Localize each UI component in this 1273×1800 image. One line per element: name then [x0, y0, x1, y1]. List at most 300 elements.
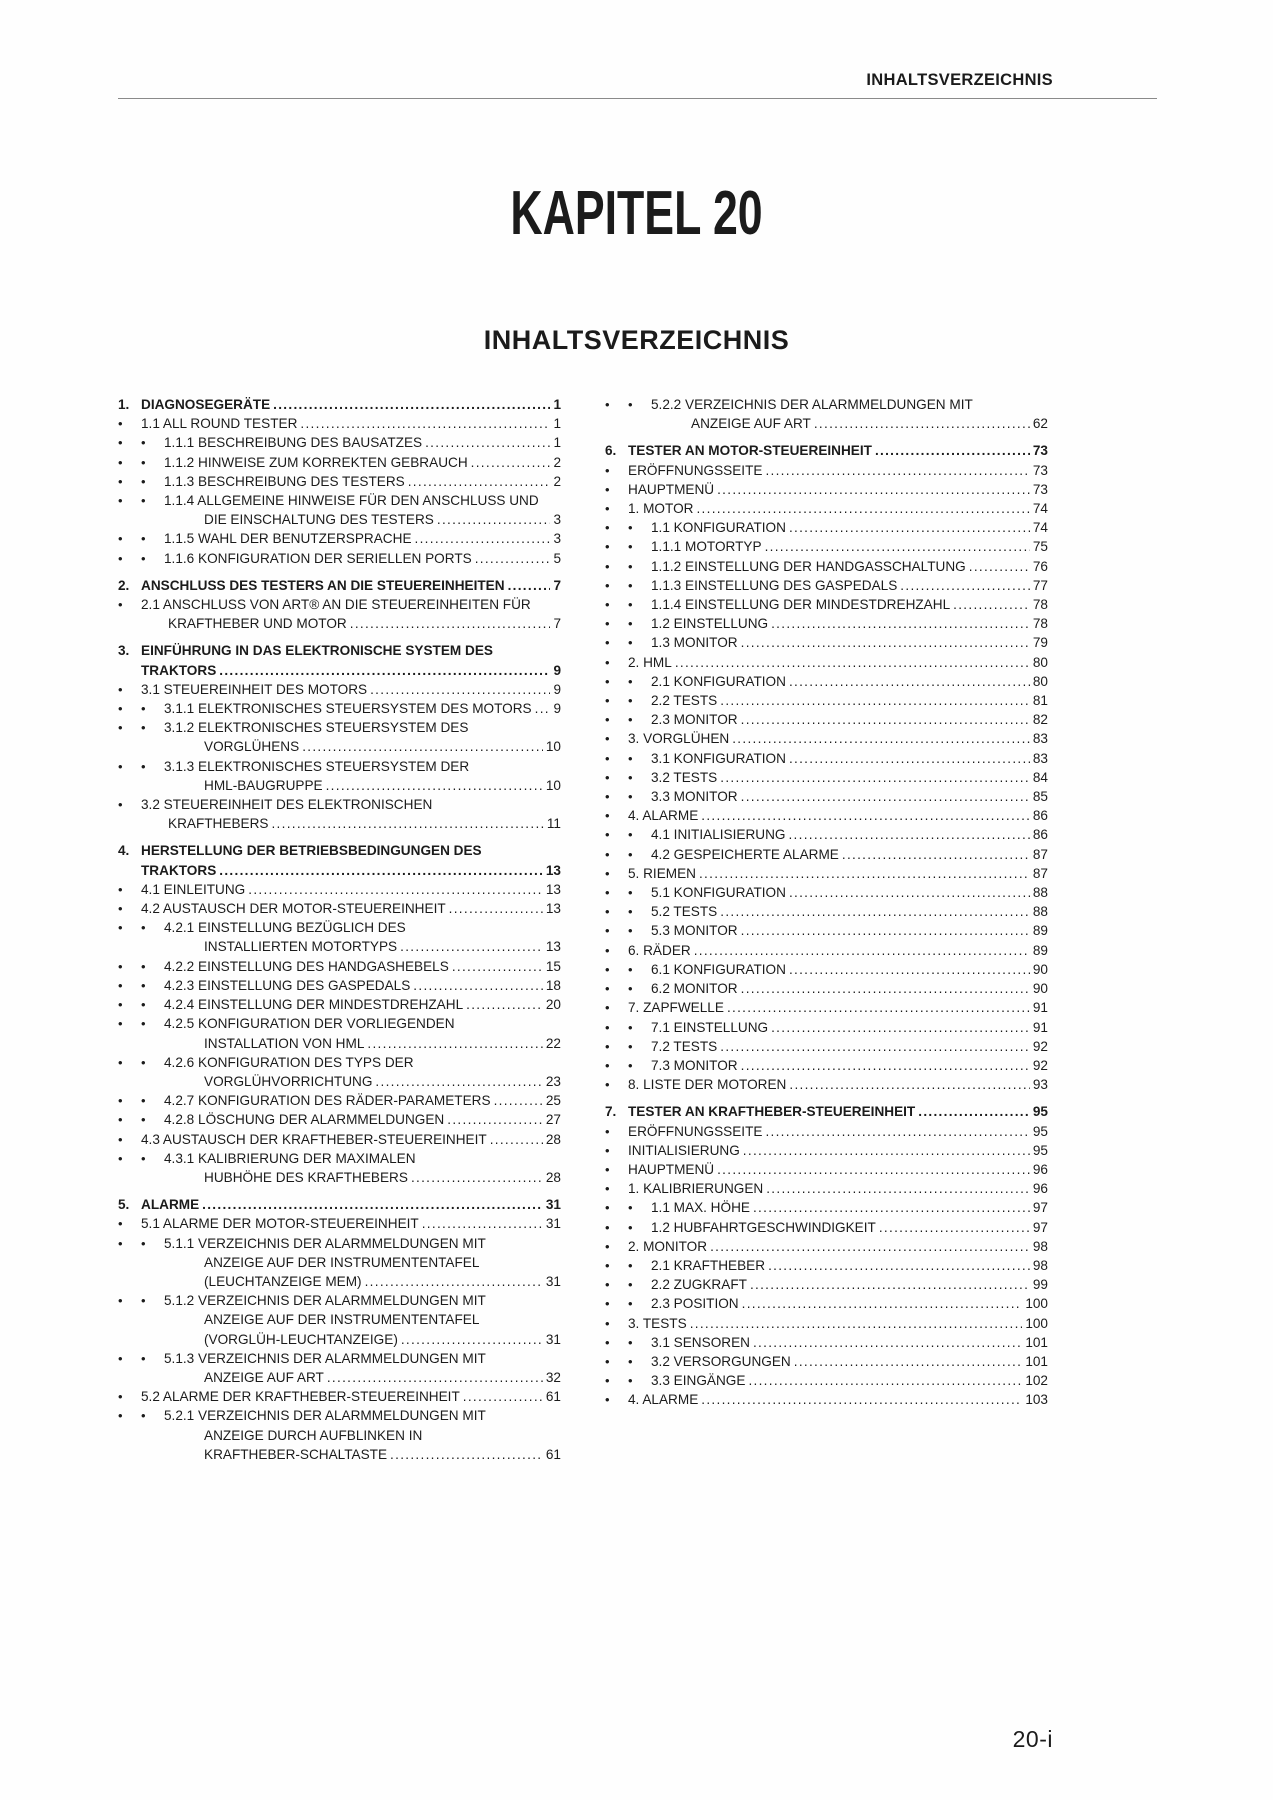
toc-entry	[605, 1275, 1048, 1294]
dot-leader	[694, 941, 1030, 960]
toc-columns	[118, 395, 1049, 1464]
dot-leader	[789, 960, 1030, 979]
entry-markers	[605, 614, 651, 633]
toc-page-number: 61	[545, 1389, 561, 1405]
entry-line	[141, 814, 561, 833]
entry-line	[628, 441, 1048, 460]
bullet-icon: •	[141, 454, 146, 470]
dot-leader	[413, 976, 543, 995]
toc-page-number: 78	[1032, 597, 1048, 613]
entry-body	[628, 499, 1048, 518]
entry-body	[164, 453, 561, 472]
bullet-icon: •	[118, 977, 123, 993]
toc-entry	[605, 845, 1048, 864]
dot-leader	[750, 1275, 1030, 1294]
entry-text: HERSTELLUNG DER BETRIEBSBEDINGUNGEN DES	[141, 843, 482, 859]
toc-entry	[118, 699, 561, 718]
toc-page-number: 22	[545, 1035, 561, 1051]
dot-leader	[875, 441, 1030, 460]
toc-entry	[605, 921, 1048, 940]
dot-leader	[771, 614, 1030, 633]
toc-page-number: 100	[1025, 1315, 1048, 1331]
bullet-icon: •	[605, 1219, 610, 1235]
toc-page-number: 13	[545, 939, 561, 955]
entry-body	[141, 1130, 561, 1149]
bullet-icon: •	[605, 1038, 610, 1054]
entry-body	[164, 1110, 561, 1129]
bullet-icon: •	[628, 635, 633, 651]
bullet-icon: •	[605, 501, 610, 517]
toc-page-number: 80	[1032, 654, 1048, 670]
bullet-icon: •	[141, 1235, 146, 1251]
entry-text: 5.2 TESTS	[651, 904, 718, 920]
entry-body	[164, 1234, 561, 1292]
toc-page-number: 76	[1032, 558, 1048, 574]
toc-page-number: 79	[1032, 635, 1048, 651]
entry-text: 5. RIEMEN	[628, 865, 696, 881]
dot-leader	[741, 633, 1030, 652]
bullet-icon: •	[141, 997, 146, 1013]
toc-page-number: 86	[1032, 827, 1048, 843]
bullet-icon: •	[141, 1150, 146, 1166]
entry-markers	[605, 864, 628, 883]
entry-markers	[605, 883, 651, 902]
toc-page-number: 84	[1032, 769, 1048, 785]
bullet-icon: •	[605, 673, 610, 689]
entry-markers	[118, 1091, 164, 1110]
bullet-icon: •	[118, 597, 123, 613]
entry-body	[651, 395, 1048, 433]
bullet-icon: •	[628, 923, 633, 939]
entry-text: 4. ALARME	[628, 1392, 699, 1408]
entry-markers	[605, 710, 651, 729]
toc-page-number: 99	[1032, 1277, 1048, 1293]
entry-line	[141, 414, 561, 433]
bullet-icon: •	[628, 558, 633, 574]
entry-markers	[605, 1102, 628, 1121]
toc-page-number: 7	[553, 616, 561, 632]
entry-text: HAUPTMENÜ	[628, 1161, 715, 1177]
bullet-icon: •	[605, 731, 610, 747]
toc-entry	[605, 1018, 1048, 1037]
entry-markers	[605, 1352, 651, 1371]
toc-entry	[118, 1214, 561, 1233]
bullet-icon: •	[605, 808, 610, 824]
toc-page-number: 28	[545, 1131, 561, 1147]
entry-markers	[118, 699, 164, 718]
dot-leader	[463, 1387, 543, 1406]
bullet-icon: •	[118, 1216, 123, 1232]
entry-text: VORGLÜHVORRICHTUNG	[204, 1073, 373, 1089]
entry-text: TRAKTORS	[141, 862, 217, 878]
entry-markers	[605, 576, 651, 595]
entry-body	[651, 1056, 1048, 1075]
entry-text: 4.2.6 KONFIGURATION DES TYPS DER	[164, 1054, 414, 1070]
entry-body	[141, 880, 561, 899]
bullet-icon: •	[628, 1019, 633, 1035]
dot-leader	[765, 461, 1029, 480]
toc-page-number: 1	[553, 397, 561, 412]
entry-body	[651, 614, 1048, 633]
entry-text: 1.1 KONFIGURATION	[651, 520, 786, 536]
entry-body	[651, 825, 1048, 844]
entry-line	[141, 576, 561, 595]
bullet-icon: •	[141, 531, 146, 547]
toc-entry	[118, 414, 561, 433]
toc-page-number: 2	[553, 454, 561, 470]
entry-line	[651, 691, 1048, 710]
bullet-icon: •	[118, 920, 123, 936]
entry-line	[164, 1149, 561, 1168]
entry-line	[651, 537, 1048, 556]
toc-page-number: 87	[1032, 865, 1048, 881]
bullet-icon: •	[628, 846, 633, 862]
entry-line	[141, 641, 561, 660]
toc-entry	[605, 1371, 1048, 1390]
bullet-icon: •	[118, 473, 123, 489]
toc-page-number: 2	[553, 473, 561, 489]
toc-entry	[118, 957, 561, 976]
entry-text: TESTER AN KRAFTHEBER-STEUEREINHEIT	[628, 1104, 916, 1120]
toc-entry	[605, 1294, 1048, 1313]
entry-markers	[118, 1014, 164, 1052]
chapter-number: 6.	[605, 443, 617, 459]
entry-body	[628, 480, 1048, 499]
toc-entry	[605, 1141, 1048, 1160]
dot-leader	[508, 576, 551, 595]
entry-line	[651, 960, 1048, 979]
entry-text: 3.1.2 ELEKTRONISCHES STEUERSYSTEM DES	[164, 720, 469, 736]
entry-body	[141, 641, 561, 679]
toc-entry	[118, 841, 561, 879]
dot-leader	[879, 1218, 1030, 1237]
entry-text: 7.1 EINSTELLUNG	[651, 1019, 769, 1035]
entry-text: 1.1.3 EINSTELLUNG DES GASPEDALS	[651, 577, 898, 593]
dot-leader	[370, 680, 550, 699]
entry-text: 4.2.7 KONFIGURATION DES RÄDER-PARAMETERS	[164, 1093, 491, 1109]
entry-body	[628, 1179, 1048, 1198]
bullet-icon: •	[118, 681, 123, 697]
entry-text: 1.1.5 WAHL DER BENUTZERSPRACHE	[164, 531, 412, 547]
toc-entry	[118, 1014, 561, 1052]
bullet-icon: •	[605, 846, 610, 862]
entry-line	[164, 1072, 561, 1091]
bullet-icon: •	[141, 1093, 146, 1109]
entry-line	[164, 976, 561, 995]
toc-page-number: 96	[1032, 1181, 1048, 1197]
toc-entry	[605, 1056, 1048, 1075]
toc-entry	[118, 1291, 561, 1349]
entry-markers	[118, 549, 164, 568]
entry-body	[141, 841, 561, 879]
entry-text: 3. VORGLÜHEN	[628, 731, 730, 747]
entry-line	[141, 395, 561, 414]
toc-entry	[118, 1130, 561, 1149]
entry-body	[628, 1102, 1048, 1121]
toc-entry	[118, 529, 561, 548]
entry-text: 2.1 KRAFTHEBER	[651, 1257, 766, 1273]
entry-markers	[605, 768, 651, 787]
toc-entry	[605, 395, 1048, 433]
bullet-icon: •	[141, 1293, 146, 1309]
entry-line	[164, 549, 561, 568]
toc-page-number: 101	[1025, 1334, 1048, 1350]
entry-line	[164, 1330, 561, 1349]
entry-body	[141, 899, 561, 918]
dot-leader	[701, 806, 1030, 825]
entry-text: 1.1.3 BESCHREIBUNG DES TESTERS	[164, 473, 405, 489]
bullet-icon: •	[628, 712, 633, 728]
entry-line	[164, 918, 561, 937]
dot-leader	[219, 861, 543, 880]
running-header	[0, 0, 1273, 90]
toc-entry	[605, 1198, 1048, 1217]
entry-body	[651, 921, 1048, 940]
entry-line	[164, 776, 561, 795]
dot-leader	[202, 1195, 543, 1214]
dot-leader	[900, 576, 1030, 595]
bullet-icon: •	[141, 1350, 146, 1366]
bullet-icon: •	[118, 881, 123, 897]
toc-page-number: 85	[1032, 789, 1048, 805]
entry-body	[628, 1160, 1048, 1179]
bullet-icon: •	[141, 1054, 146, 1070]
toc-entry	[605, 998, 1048, 1017]
toc-entry	[605, 710, 1048, 729]
dot-leader	[699, 864, 1030, 883]
entry-body	[628, 1122, 1048, 1141]
toc-entry	[605, 518, 1048, 537]
entry-text: TESTER AN MOTOR-STEUEREINHEIT	[628, 443, 872, 459]
dot-leader	[969, 557, 1030, 576]
entry-line	[141, 795, 561, 814]
entry-line	[651, 614, 1048, 633]
entry-text: 1.1.4 EINSTELLUNG DER MINDESTDREHZAHL	[651, 597, 951, 613]
entry-markers	[118, 395, 141, 414]
entry-text: 7. ZAPFWELLE	[628, 1000, 724, 1016]
entry-line	[164, 1310, 561, 1329]
entry-text: (LEUCHTANZEIGE MEM)	[204, 1273, 362, 1289]
entry-markers	[118, 1130, 141, 1149]
bullet-icon: •	[605, 1181, 610, 1197]
bullet-icon: •	[605, 520, 610, 536]
entry-markers	[605, 1390, 628, 1409]
entry-markers	[605, 1018, 651, 1037]
entry-text: 2.3 MONITOR	[651, 712, 738, 728]
bullet-icon: •	[118, 1112, 123, 1128]
bullet-icon: •	[118, 1389, 123, 1405]
entry-text: 4.2 GESPEICHERTE ALARME	[651, 846, 839, 862]
entry-body	[651, 787, 1048, 806]
entry-body	[651, 1294, 1048, 1313]
bullet-icon: •	[118, 416, 123, 432]
entry-line	[628, 864, 1048, 883]
bullet-icon: •	[628, 539, 633, 555]
bullet-icon: •	[605, 1057, 610, 1073]
entry-line	[141, 614, 561, 633]
entry-text: 1.1.6 KONFIGURATION DER SERIELLEN PORTS	[164, 550, 472, 566]
entry-markers	[605, 998, 628, 1017]
entry-text: 3.3 MONITOR	[651, 789, 738, 805]
entry-text: 1.1 MAX. HÖHE	[651, 1200, 750, 1216]
entry-body	[651, 518, 1048, 537]
entry-markers	[605, 1198, 651, 1217]
entry-markers	[118, 795, 141, 833]
entry-body	[141, 576, 561, 595]
dot-leader	[789, 749, 1030, 768]
entry-markers	[605, 480, 628, 499]
entry-text: 2. HML	[628, 654, 672, 670]
entry-markers	[605, 441, 628, 460]
entry-markers	[118, 1349, 164, 1387]
toc-entry	[118, 718, 561, 756]
bullet-icon: •	[605, 789, 610, 805]
bullet-icon: •	[605, 462, 610, 478]
toc-page-number: 98	[1032, 1238, 1048, 1254]
entry-body	[164, 529, 561, 548]
bullet-icon: •	[605, 1257, 610, 1273]
entry-body	[651, 1018, 1048, 1037]
bullet-icon: •	[118, 550, 123, 566]
toc-entry	[118, 453, 561, 472]
bullet-icon: •	[118, 1150, 123, 1166]
entry-line	[651, 979, 1048, 998]
bullet-icon: •	[605, 904, 610, 920]
entry-text: 6.1 KONFIGURATION	[651, 961, 786, 977]
entry-text: 1.2 EINSTELLUNG	[651, 616, 769, 632]
entry-body	[164, 718, 561, 756]
entry-text: INSTALLIERTEN MOTORTYPS	[204, 939, 398, 955]
toc-page-number: 100	[1025, 1296, 1048, 1312]
entry-markers	[118, 472, 164, 491]
entry-body	[141, 1387, 561, 1406]
entry-line	[164, 491, 561, 510]
toc-page-number: 97	[1032, 1219, 1048, 1235]
entry-text: 5.2.1 VERZEICHNIS DER ALARMMELDUNGEN MIT	[164, 1408, 486, 1424]
bullet-icon: •	[628, 577, 633, 593]
dot-leader	[789, 883, 1030, 902]
entry-text: TRAKTORS	[141, 662, 217, 678]
entry-line	[141, 1387, 561, 1406]
toc-entry	[605, 864, 1048, 883]
entry-body	[164, 1149, 561, 1187]
header-rule	[118, 98, 1157, 99]
entry-body	[141, 1195, 561, 1214]
toc-page-number: 89	[1032, 942, 1048, 958]
dot-leader	[365, 1272, 543, 1291]
entry-line	[628, 653, 1048, 672]
bullet-icon: •	[118, 454, 123, 470]
entry-body	[651, 633, 1048, 652]
toc-page-number: 73	[1032, 481, 1048, 497]
entry-markers	[605, 461, 628, 480]
entry-body	[628, 1237, 1048, 1256]
toc-page-number: 88	[1032, 885, 1048, 901]
toc-page-number: 96	[1032, 1161, 1048, 1177]
entry-markers	[118, 1214, 141, 1233]
entry-markers	[118, 718, 164, 756]
entry-line	[164, 1110, 561, 1129]
toc-page-number: 73	[1032, 443, 1048, 459]
entry-line	[651, 902, 1048, 921]
dot-leader	[248, 880, 543, 899]
entry-line	[141, 661, 561, 680]
entry-text: EINFÜHRUNG IN DAS ELEKTRONISCHE SYSTEM DES	[141, 643, 493, 659]
bullet-icon: •	[118, 1350, 123, 1366]
bullet-icon: •	[628, 673, 633, 689]
entry-text: INITIALISIERUNG	[628, 1142, 740, 1158]
entry-line	[141, 1214, 561, 1233]
entry-text: DIE EINSCHALTUNG DES TESTERS	[204, 512, 434, 528]
entry-line	[651, 1056, 1048, 1075]
toc-entry	[605, 1256, 1048, 1275]
entry-body	[141, 1214, 561, 1233]
toc-entry	[605, 749, 1048, 768]
toc-page-number: 88	[1032, 904, 1048, 920]
toc-entry	[605, 960, 1048, 979]
toc-page-number: 31	[545, 1273, 561, 1289]
entry-body	[651, 537, 1048, 556]
toc-page-number: 3	[553, 512, 561, 528]
chapter-number: 4.	[118, 843, 130, 859]
toc-page-number: 78	[1032, 616, 1048, 632]
entry-markers	[605, 653, 628, 672]
entry-body	[628, 1390, 1048, 1409]
entry-body	[628, 998, 1048, 1017]
entry-line	[651, 1371, 1048, 1390]
toc-entry	[605, 557, 1048, 576]
toc-entry	[118, 680, 561, 699]
entry-line	[141, 1130, 561, 1149]
toc-page-number: 1	[553, 416, 561, 432]
entry-line	[628, 1237, 1048, 1256]
entry-text: HML-BAUGRUPPE	[204, 777, 323, 793]
entry-line	[651, 595, 1048, 614]
entry-line	[628, 1075, 1048, 1094]
bullet-icon: •	[628, 693, 633, 709]
entry-body	[164, 995, 561, 1014]
entry-text: 4.2.3 EINSTELLUNG DES GASPEDALS	[164, 977, 411, 993]
entry-line	[628, 1102, 1048, 1121]
bullet-icon: •	[605, 654, 610, 670]
toc-entry	[605, 537, 1048, 556]
entry-body	[164, 699, 561, 718]
toc-page-number: 1	[553, 435, 561, 451]
entry-markers	[118, 757, 164, 795]
bullet-icon: •	[628, 789, 633, 805]
bullet-icon: •	[605, 577, 610, 593]
toc-entry	[118, 1053, 561, 1091]
entry-text: 7.3 MONITOR	[651, 1057, 738, 1073]
toc-entry	[118, 995, 561, 1014]
entry-body	[628, 729, 1048, 748]
toc-entry	[118, 757, 561, 795]
entry-markers	[605, 1056, 651, 1075]
entry-body	[651, 557, 1048, 576]
bullet-icon: •	[628, 397, 633, 412]
toc-page-number: 31	[545, 1197, 561, 1213]
entry-body	[651, 576, 1048, 595]
toc-page-number: 91	[1032, 1000, 1048, 1016]
bullet-icon: •	[118, 901, 123, 917]
bullet-icon: •	[605, 693, 610, 709]
dot-leader	[400, 937, 543, 956]
entry-text: 4.2 AUSTAUSCH DER MOTOR-STEUEREINHEIT	[141, 901, 446, 917]
entry-line	[141, 880, 561, 899]
entry-markers	[605, 1179, 628, 1198]
dot-leader	[326, 776, 543, 795]
entry-text: KRAFTHEBER UND MOTOR	[168, 616, 347, 632]
